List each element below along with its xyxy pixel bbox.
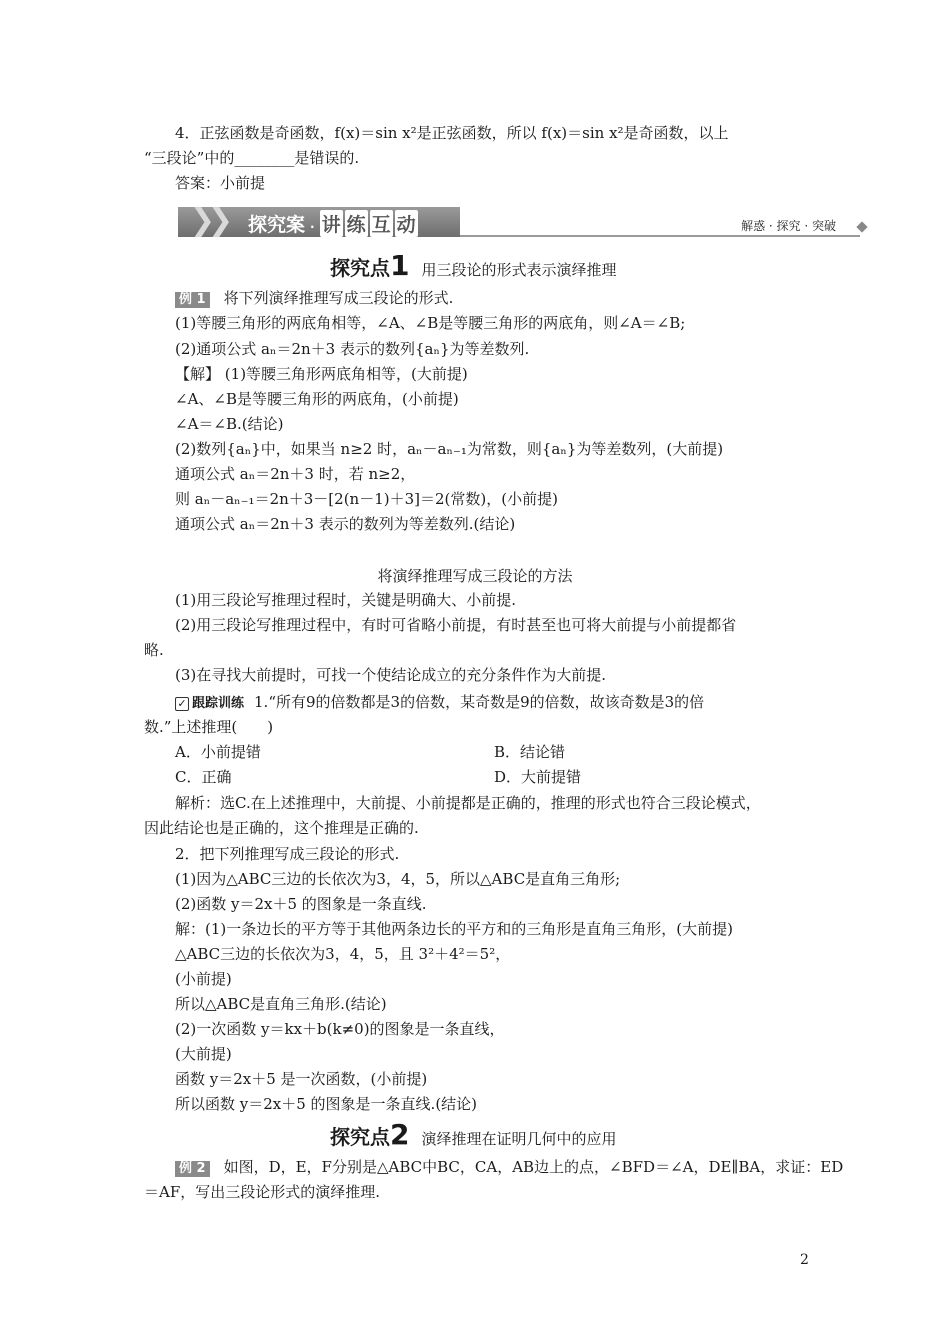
method-line: (3)在寻找大前提时，可找一个使结论成立的充分条件作为大前提.	[175, 666, 607, 684]
option-a: A．小前提错	[175, 743, 261, 761]
solution-line: 则 aₙ－aₙ₋₁＝2n＋3－[2(n－1)＋3]＝2(常数)，(小前提)	[175, 490, 558, 508]
chevron-right-icon: ❯	[208, 203, 234, 238]
practice-tag: ✓ 跟踪训练	[175, 694, 244, 714]
banner-char: 动	[395, 210, 418, 237]
q2-solution-line: (大前提)	[175, 1045, 232, 1063]
section-title: 用三段论的形式表示演绎推理	[421, 261, 617, 279]
section-banner	[178, 203, 868, 239]
option-d: D．大前提错	[494, 768, 582, 786]
banner-title	[248, 210, 420, 237]
section-label: 探究点	[330, 1125, 390, 1149]
section-number: 1	[390, 249, 410, 282]
solution-line: ∠A、∠B是等腰三角形的两底角，(小前提)	[175, 390, 459, 408]
practice-q2-line: (2)函数 y＝2x＋5 的图象是一条直线.	[175, 895, 427, 913]
example-1-item: (2)通项公式 aₙ＝2n＋3 表示的数列{aₙ}为等差数列.	[175, 340, 530, 358]
option-c: C．正确	[175, 768, 232, 786]
q2-solution-line: 所以函数 y＝2x＋5 的图象是一条直线.(结论)	[175, 1095, 478, 1113]
solution-line: ∠A＝∠B.(结论)	[175, 415, 284, 433]
example-1-prompt	[175, 288, 453, 308]
analysis-line: 因此结论也是正确的，这个推理是正确的.	[144, 819, 419, 837]
practice-q2-line: 2．把下列推理写成三段论的形式.	[175, 845, 400, 863]
question-4-line-1: 4．正弦函数是奇函数，f(x)＝sin x²是正弦函数，所以 f(x)＝sin x²是奇函数，以上	[175, 124, 729, 142]
diamond-icon	[856, 221, 867, 232]
example-2-line-2: ＝AF，写出三段论形式的演绎推理.	[144, 1183, 381, 1201]
page-number: 2	[800, 1252, 809, 1268]
example-tag: 例 1	[175, 292, 210, 308]
q2-solution-line: 函数 y＝2x＋5 是一次函数，(小前提)	[175, 1070, 428, 1088]
method-line: 略.	[144, 641, 164, 659]
checkmark-icon: ✓	[175, 697, 189, 711]
method-line: (1)用三段论写推理过程时，关键是明确大、小前提.	[175, 591, 517, 609]
solution-label: 【解】	[175, 365, 221, 383]
method-line: (2)用三段论写推理过程中，有时可省略小前提，有时甚至也可将大前提与小前提都省	[175, 616, 737, 634]
practice-q1-line-2: 数.”上述推理( )	[144, 718, 274, 736]
solution-line: (2)数列{aₙ}中，如果当 n≥2 时，aₙ－aₙ₋₁为常数，则{aₙ}为等差数列，(大前提)	[175, 440, 724, 458]
q2-solution-line: (小前提)	[175, 970, 232, 988]
example-tag: 例 2	[175, 1161, 210, 1177]
example-1-item: (1)等腰三角形的两底角相等，∠A、∠B是等腰三角形的两底角，则∠A＝∠B;	[175, 314, 686, 332]
banner-char: 讲	[320, 210, 343, 237]
practice-q1-line-1	[175, 692, 704, 714]
section-number: 2	[390, 1118, 410, 1151]
example-2-text: 如图，D，E，F分别是△ABC中BC，CA，AB边上的点，∠BFD＝∠A，DE∥BA，求证：ED	[223, 1158, 844, 1176]
section-label: 探究点	[330, 256, 390, 280]
q2-solution-line: 解：(1)一条边长的平方等于其他两条边长的平方和的三角形是直角三角形，(大前提)	[175, 920, 733, 938]
section-2-heading	[330, 1118, 617, 1151]
solution-line: 通项公式 aₙ＝2n＋3 时，若 n≥2，	[175, 465, 416, 483]
option-b: B．结论错	[494, 743, 566, 761]
q2-solution-line: (2)一次函数 y＝kx＋b(k≠0)的图象是一条直线，	[175, 1020, 505, 1038]
banner-prefix: 探究案	[248, 214, 306, 236]
example-1-text: 将下列演绎推理写成三段论的形式.	[223, 289, 454, 307]
solution-line	[175, 364, 468, 384]
section-1-heading	[330, 249, 617, 282]
banner-rule	[460, 235, 860, 237]
practice-q2-line: (1)因为△ABC三边的长依次为3，4，5，所以△ABC是直角三角形;	[175, 870, 621, 888]
q2-solution-line: 所以△ABC是直角三角形.(结论)	[175, 995, 387, 1013]
section-title: 演绎推理在证明几何中的应用	[421, 1130, 617, 1148]
solution-line: 通项公式 aₙ＝2n＋3 表示的数列为等差数列.(结论)	[175, 515, 516, 533]
banner-char: 互	[370, 210, 393, 237]
question-4-answer: 答案：小前提	[175, 174, 266, 192]
q2-solution-line: △ABC三边的长依次为3，4，5，且 3²＋4²＝5²，	[175, 945, 511, 963]
method-title: 将演绎推理写成三段论的方法	[377, 567, 573, 585]
analysis-line: 解析：选C.在上述推理中，大前提、小前提都是正确的，推理的形式也符合三段论模式，	[175, 794, 761, 812]
banner-subtitle: 解惑 · 探究 · 突破	[741, 219, 836, 233]
banner-char: 练	[345, 210, 368, 237]
question-4-line-2: “三段论”中的________是错误的.	[144, 149, 360, 167]
practice-q1-text: 1.“所有9的倍数都是3的倍数，某奇数是9的倍数，故该奇数是3的倍	[254, 693, 705, 711]
solution-text: (1)等腰三角形两底角相等，(大前提)	[224, 365, 468, 383]
example-2-line-1	[175, 1157, 843, 1177]
chevron-right-icon: ❯	[190, 203, 216, 238]
banner-separator: ·	[310, 220, 315, 234]
